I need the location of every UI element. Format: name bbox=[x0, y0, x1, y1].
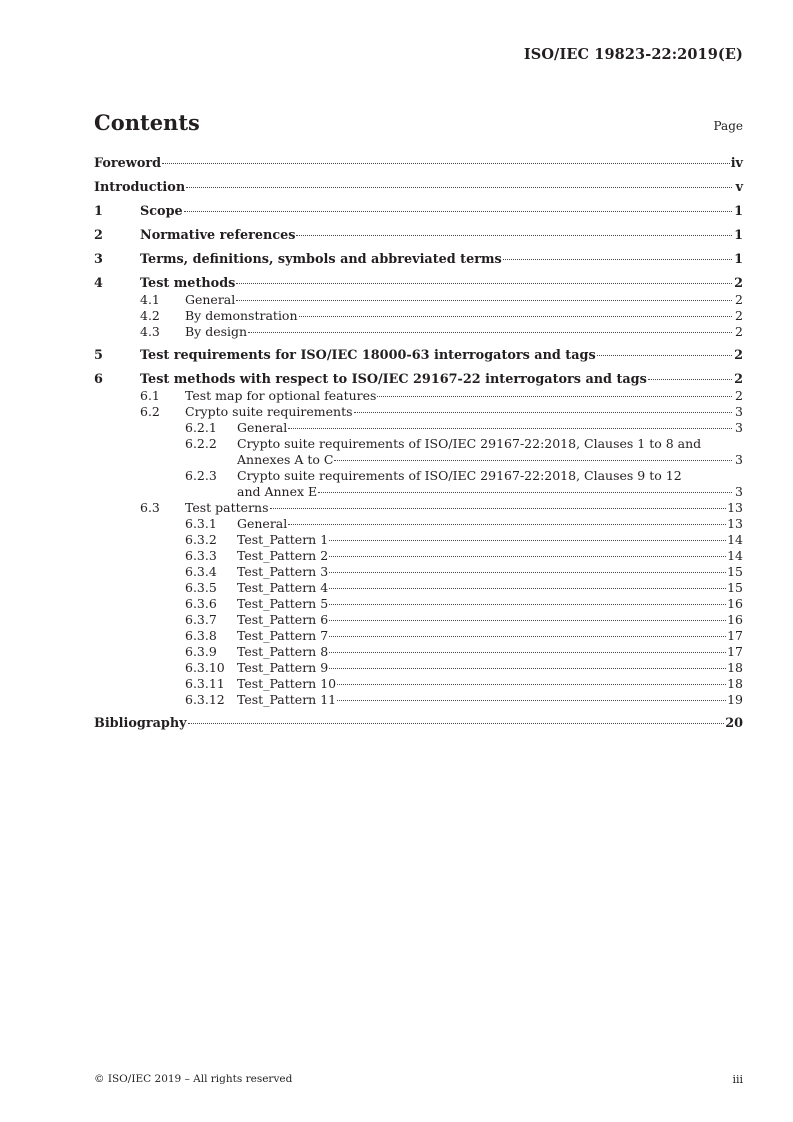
toc-entry-number: 6.3.10 bbox=[185, 660, 225, 675]
dot-leader bbox=[162, 163, 730, 164]
toc-entry[interactable] bbox=[94, 404, 743, 420]
toc-entry-continuation[interactable] bbox=[94, 452, 743, 468]
toc-entry-title: Test methods with respect to ISO/IEC 29167-22 interrogators and tags bbox=[140, 372, 647, 387]
toc-entry[interactable] bbox=[94, 179, 743, 196]
toc-entry-title: Test_Pattern 6 bbox=[237, 612, 329, 627]
toc-entry-title: General bbox=[237, 420, 288, 435]
toc-entry[interactable] bbox=[94, 516, 743, 532]
toc-entry-number: 6.3.9 bbox=[185, 644, 217, 659]
dot-leader bbox=[188, 723, 725, 724]
dot-leader bbox=[236, 283, 732, 284]
toc-entry[interactable] bbox=[94, 436, 743, 452]
toc-entry[interactable] bbox=[94, 644, 743, 660]
toc-entry-title: Crypto suite requirements of ISO/IEC 29167-22:2018, Clauses 9 to 12 bbox=[237, 468, 682, 483]
toc-entry-title: Terms, definitions, symbols and abbreviated terms bbox=[140, 252, 502, 267]
toc-entry-number: 6.3 bbox=[140, 500, 160, 515]
toc-entry-page: v bbox=[735, 180, 743, 195]
dot-leader bbox=[186, 187, 732, 188]
toc-entry-page: 20 bbox=[725, 716, 743, 731]
toc-entry[interactable] bbox=[94, 660, 743, 676]
dot-leader bbox=[248, 332, 732, 333]
toc-entry-title: Test_Pattern 2 bbox=[237, 548, 329, 563]
toc-entry-number: 6.3.7 bbox=[185, 612, 217, 627]
dot-leader bbox=[337, 684, 726, 685]
toc-entry[interactable] bbox=[94, 676, 743, 692]
dot-leader bbox=[288, 524, 726, 525]
dot-leader bbox=[354, 412, 732, 413]
toc-entry-title: Test_Pattern 10 bbox=[237, 676, 337, 691]
toc-entry-page: 16 bbox=[727, 596, 743, 611]
toc-entry-number: 6.1 bbox=[140, 388, 160, 403]
toc-entry-page: iv bbox=[730, 156, 743, 171]
toc-entry[interactable] bbox=[94, 324, 743, 340]
toc-entry[interactable] bbox=[94, 564, 743, 580]
toc-entry-page: 3 bbox=[735, 452, 743, 467]
dot-leader bbox=[329, 636, 726, 637]
toc-entry[interactable] bbox=[94, 371, 743, 388]
dot-leader bbox=[184, 211, 732, 212]
toc-entry-page: 14 bbox=[727, 532, 743, 547]
toc-entry-page: 3 bbox=[735, 404, 743, 419]
toc-entry[interactable] bbox=[94, 628, 743, 644]
toc-entry-number: 6.2 bbox=[140, 404, 160, 419]
toc-entry-number: 6.3.2 bbox=[185, 532, 217, 547]
toc-entry-continuation[interactable] bbox=[94, 484, 743, 500]
toc-entry-page: 16 bbox=[727, 612, 743, 627]
toc-entry-page: 17 bbox=[727, 644, 743, 659]
toc-entry[interactable] bbox=[94, 155, 743, 172]
toc-entry-page: 2 bbox=[734, 372, 743, 387]
table-of-contents bbox=[94, 155, 743, 732]
toc-entry[interactable] bbox=[94, 500, 743, 516]
toc-entry[interactable] bbox=[94, 388, 743, 404]
toc-entry-number: 5 bbox=[94, 348, 103, 363]
dot-leader bbox=[334, 460, 732, 461]
toc-entry-number: 4.1 bbox=[140, 292, 160, 307]
toc-entry-page: 15 bbox=[727, 564, 743, 579]
toc-entry-page: 2 bbox=[735, 292, 743, 307]
toc-entry[interactable] bbox=[94, 532, 743, 548]
toc-entry-number: 3 bbox=[94, 252, 103, 267]
dot-leader bbox=[329, 588, 726, 589]
toc-entry-page: 1 bbox=[734, 204, 743, 219]
dot-leader bbox=[377, 396, 732, 397]
toc-entry-number: 4 bbox=[94, 276, 103, 291]
toc-entry-number: 6.2.2 bbox=[185, 436, 217, 451]
dot-leader bbox=[270, 508, 727, 509]
document-id-header: ISO/IEC 19823-22:2019(E) bbox=[523, 46, 743, 63]
dot-leader bbox=[318, 492, 732, 493]
dot-leader bbox=[329, 620, 726, 621]
dot-leader bbox=[288, 428, 732, 429]
toc-entry[interactable] bbox=[94, 692, 743, 708]
toc-entry-page: 13 bbox=[727, 516, 743, 531]
toc-entry-number: 6.3.1 bbox=[185, 516, 217, 531]
toc-entry-title: Foreword bbox=[94, 156, 162, 171]
toc-entry-title-continued: Annexes A to C bbox=[237, 452, 334, 467]
dot-leader bbox=[337, 700, 726, 701]
toc-entry-title: Test_Pattern 11 bbox=[237, 692, 337, 707]
toc-entry-title: By design bbox=[185, 324, 248, 339]
toc-entry-number: 6.3.5 bbox=[185, 580, 217, 595]
toc-entry-title: Test_Pattern 8 bbox=[237, 644, 329, 659]
toc-entry-title: Test_Pattern 4 bbox=[237, 580, 329, 595]
toc-entry-page: 2 bbox=[735, 308, 743, 323]
toc-entry-page: 3 bbox=[735, 420, 743, 435]
toc-entry-title: Crypto suite requirements bbox=[185, 404, 353, 419]
toc-entry-page: 18 bbox=[727, 660, 743, 675]
toc-entry-page: 1 bbox=[734, 252, 743, 267]
toc-entry-page: 19 bbox=[727, 692, 743, 707]
toc-entry-title: Test map for optional features bbox=[185, 388, 377, 403]
toc-entry-title: Test methods bbox=[140, 276, 236, 291]
toc-entry-title: Test_Pattern 5 bbox=[237, 596, 329, 611]
toc-entry[interactable] bbox=[94, 468, 743, 484]
toc-entry[interactable] bbox=[94, 596, 743, 612]
dot-leader bbox=[648, 379, 732, 380]
toc-entry-title: Scope bbox=[140, 204, 183, 219]
dot-leader bbox=[329, 652, 726, 653]
toc-entry-title: Test_Pattern 1 bbox=[237, 532, 329, 547]
toc-entry-page: 2 bbox=[734, 348, 743, 363]
toc-entry-number: 6.3.6 bbox=[185, 596, 217, 611]
toc-entry-number: 1 bbox=[94, 204, 103, 219]
toc-entry-number: 6.2.3 bbox=[185, 468, 217, 483]
toc-entry[interactable] bbox=[94, 227, 743, 244]
toc-entry[interactable] bbox=[94, 251, 743, 268]
toc-entry-title: Bibliography bbox=[94, 716, 187, 731]
toc-entry-number: 6.3.12 bbox=[185, 692, 225, 707]
toc-entry[interactable] bbox=[94, 308, 743, 324]
toc-entry-number: 4.2 bbox=[140, 308, 160, 323]
toc-entry-title: Normative references bbox=[140, 228, 296, 243]
dot-leader bbox=[329, 572, 726, 573]
toc-entry-title: General bbox=[185, 292, 236, 307]
dot-leader bbox=[503, 259, 732, 260]
toc-entry-page: 14 bbox=[727, 548, 743, 563]
toc-entry-number: 6.3.3 bbox=[185, 548, 217, 563]
toc-entry[interactable] bbox=[94, 580, 743, 596]
toc-entry[interactable] bbox=[94, 715, 743, 732]
toc-entry-title: By demonstration bbox=[185, 308, 298, 323]
toc-entry[interactable] bbox=[94, 203, 743, 220]
page-title: Contents bbox=[94, 110, 200, 135]
toc-entry-title: Introduction bbox=[94, 180, 186, 195]
toc-entry[interactable] bbox=[94, 347, 743, 364]
toc-entry-number: 6 bbox=[94, 372, 103, 387]
toc-entry-title: Test requirements for ISO/IEC 18000-63 interrogators and tags bbox=[140, 348, 596, 363]
toc-entry[interactable] bbox=[94, 612, 743, 628]
toc-entry-page: 13 bbox=[727, 500, 743, 515]
toc-entry-title: Test_Pattern 3 bbox=[237, 564, 329, 579]
toc-entry[interactable] bbox=[94, 548, 743, 564]
dot-leader bbox=[296, 235, 732, 236]
toc-entry-page: 1 bbox=[734, 228, 743, 243]
toc-entry[interactable] bbox=[94, 420, 743, 436]
toc-entry-number: 6.2.1 bbox=[185, 420, 217, 435]
toc-entry-page: 2 bbox=[735, 324, 743, 339]
toc-entry-title-continued: and Annex E bbox=[237, 484, 318, 499]
toc-entry-page: 2 bbox=[734, 276, 743, 291]
toc-entry-number: 4.3 bbox=[140, 324, 160, 339]
toc-entry-number: 6.3.4 bbox=[185, 564, 217, 579]
page-column-label: Page bbox=[713, 119, 743, 133]
toc-entry-page: 17 bbox=[727, 628, 743, 643]
dot-leader bbox=[236, 300, 732, 301]
dot-leader bbox=[329, 604, 726, 605]
dot-leader bbox=[329, 556, 726, 557]
toc-entry-title: Test_Pattern 7 bbox=[237, 628, 329, 643]
toc-entry-title: Crypto suite requirements of ISO/IEC 29167-22:2018, Clauses 1 to 8 and bbox=[237, 436, 702, 451]
copyright-footer: © ISO/IEC 2019 – All rights reserved bbox=[94, 1073, 293, 1085]
toc-entry-title: General bbox=[237, 516, 288, 531]
toc-entry-number: 6.3.11 bbox=[185, 676, 225, 691]
toc-entry-page: 3 bbox=[735, 484, 743, 499]
toc-entry-page: 15 bbox=[727, 580, 743, 595]
toc-entry-title: Test patterns bbox=[185, 500, 269, 515]
toc-entry[interactable] bbox=[94, 292, 743, 308]
toc-entry-number: 2 bbox=[94, 228, 103, 243]
toc-entry-number: 6.3.8 bbox=[185, 628, 217, 643]
toc-entry-page: 2 bbox=[735, 388, 743, 403]
dot-leader bbox=[329, 540, 726, 541]
toc-entry-title: Test_Pattern 9 bbox=[237, 660, 329, 675]
dot-leader bbox=[597, 355, 732, 356]
toc-entry-page: 18 bbox=[727, 676, 743, 691]
toc-entry[interactable] bbox=[94, 275, 743, 292]
dot-leader bbox=[299, 316, 732, 317]
dot-leader bbox=[329, 668, 726, 669]
footer-page-number: iii bbox=[732, 1073, 743, 1086]
